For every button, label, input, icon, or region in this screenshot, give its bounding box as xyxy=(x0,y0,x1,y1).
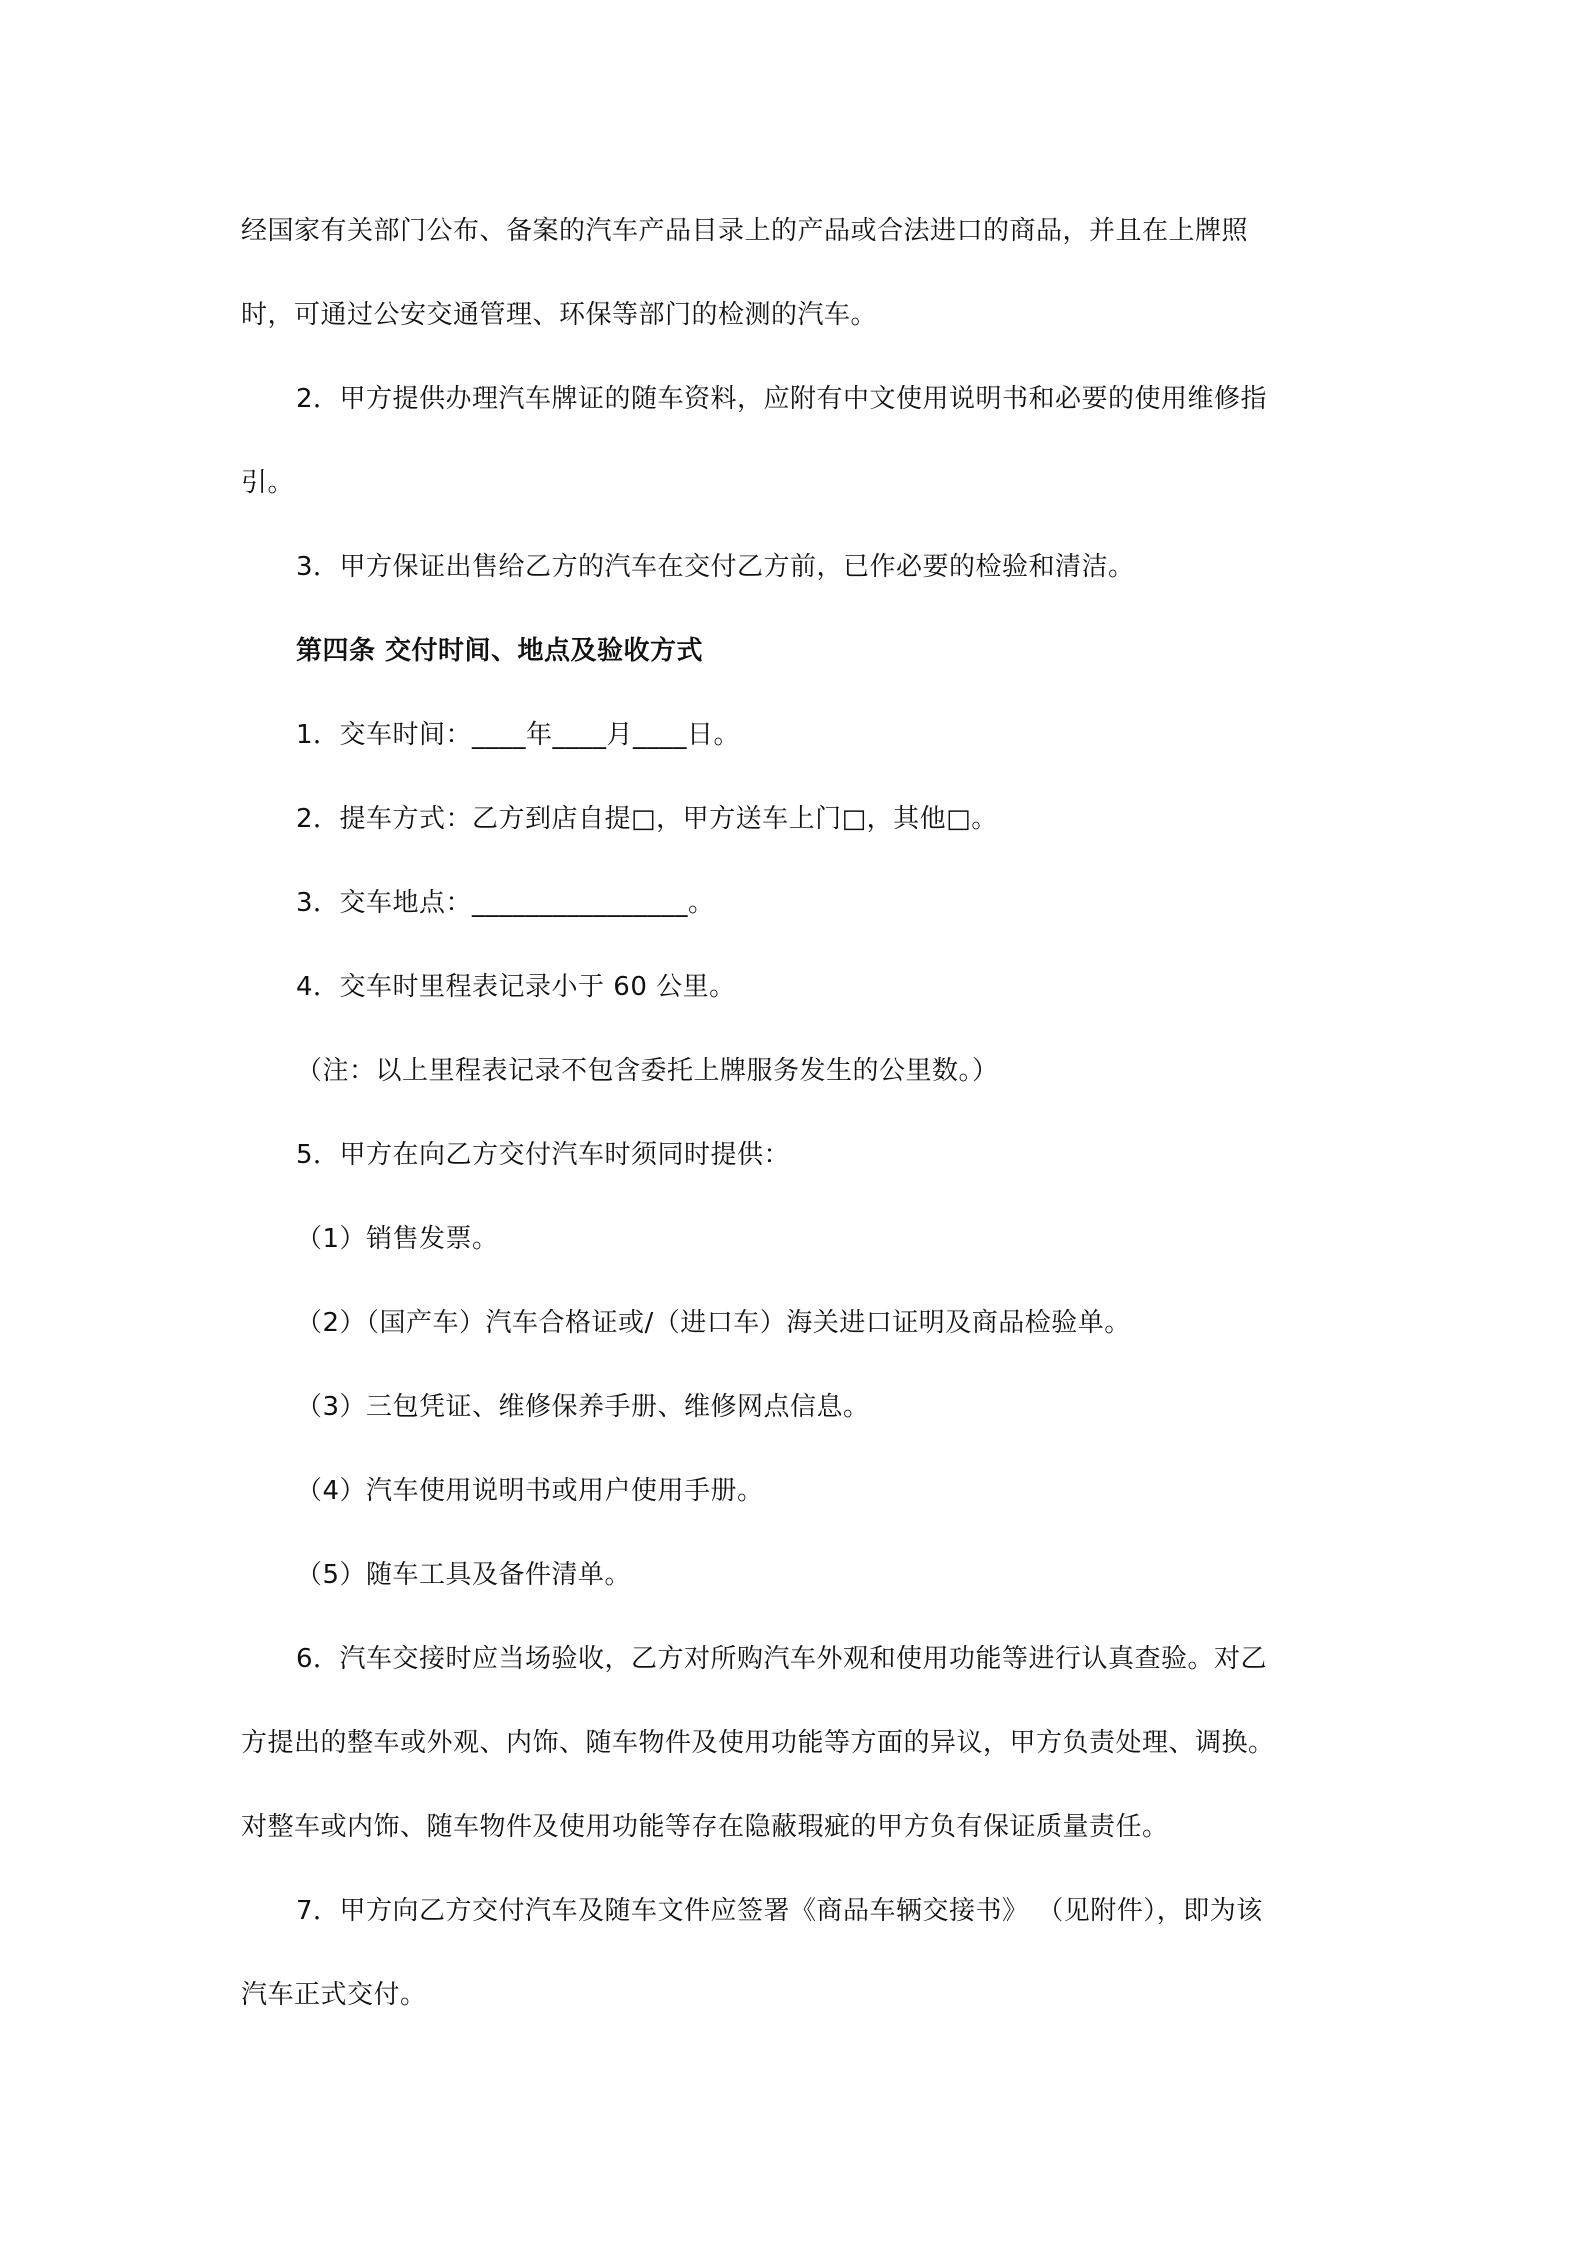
document-list-item: （4）汽车使用说明书或用户使用手册。 xyxy=(296,1476,764,1506)
document-list-item: （1）销售发票。 xyxy=(296,1224,499,1254)
document-list-item: （5）随车工具及备件清单。 xyxy=(296,1560,632,1590)
delivery-time-clause: 1．交车时间：____年____月____日。 xyxy=(296,720,741,750)
document-list-item: （3）三包凭证、维修保养手册、维修网点信息。 xyxy=(296,1392,870,1422)
paragraph-line: 时，可通过公安交通管理、环保等部门的检测的汽车。 xyxy=(241,300,878,330)
pickup-method-clause: 2．提车方式：乙方到店自提□，甲方送车上门□，其他□。 xyxy=(296,804,998,834)
clause-7-line: 7．甲方向乙方交付汽车及随车文件应签署《商品车辆交接书》 （见附件），即为该 xyxy=(296,1896,1263,1926)
documents-intro: 5．甲方在向乙方交付汽车时须同时提供： xyxy=(296,1140,791,1170)
clause-2-line: 2．甲方提供办理汽车牌证的随车资料，应附有中文使用说明书和必要的使用维修指 xyxy=(296,384,1268,414)
clause-2-line: 引。 xyxy=(241,468,295,498)
clause-6-line: 方提出的整车或外观、内饰、随车物件及使用功能等方面的异议，甲方负责处理、调换。 xyxy=(241,1728,1275,1758)
document-list-item: （2）（国产车）汽车合格证或/（进口车）海关进口证明及商品检验单。 xyxy=(296,1308,1131,1338)
delivery-place-clause: 3．交车地点：________________。 xyxy=(296,888,715,918)
clause-6-line: 对整车或内饰、随车物件及使用功能等存在隐蔽瑕疵的甲方负有保证质量责任。 xyxy=(241,1812,1169,1842)
clause-3: 3．甲方保证出售给乙方的汽车在交付乙方前，已作必要的检验和清洁。 xyxy=(296,552,1135,582)
odometer-note: （注：以上里程表记录不包含委托上牌服务发生的公里数。） xyxy=(296,1056,999,1086)
article-4-heading: 第四条 交付时间、地点及验收方式 xyxy=(296,636,704,666)
clause-6-line: 6．汽车交接时应当场验收，乙方对所购汽车外观和使用功能等进行认真查验。对乙 xyxy=(296,1644,1268,1674)
paragraph-line: 经国家有关部门公布、备案的汽车产品目录上的产品或合法进口的商品，并且在上牌照 xyxy=(241,216,1249,246)
odometer-clause: 4．交车时里程表记录小于 60 公里。 xyxy=(296,972,736,1002)
clause-7-line: 汽车正式交付。 xyxy=(241,1980,427,2010)
